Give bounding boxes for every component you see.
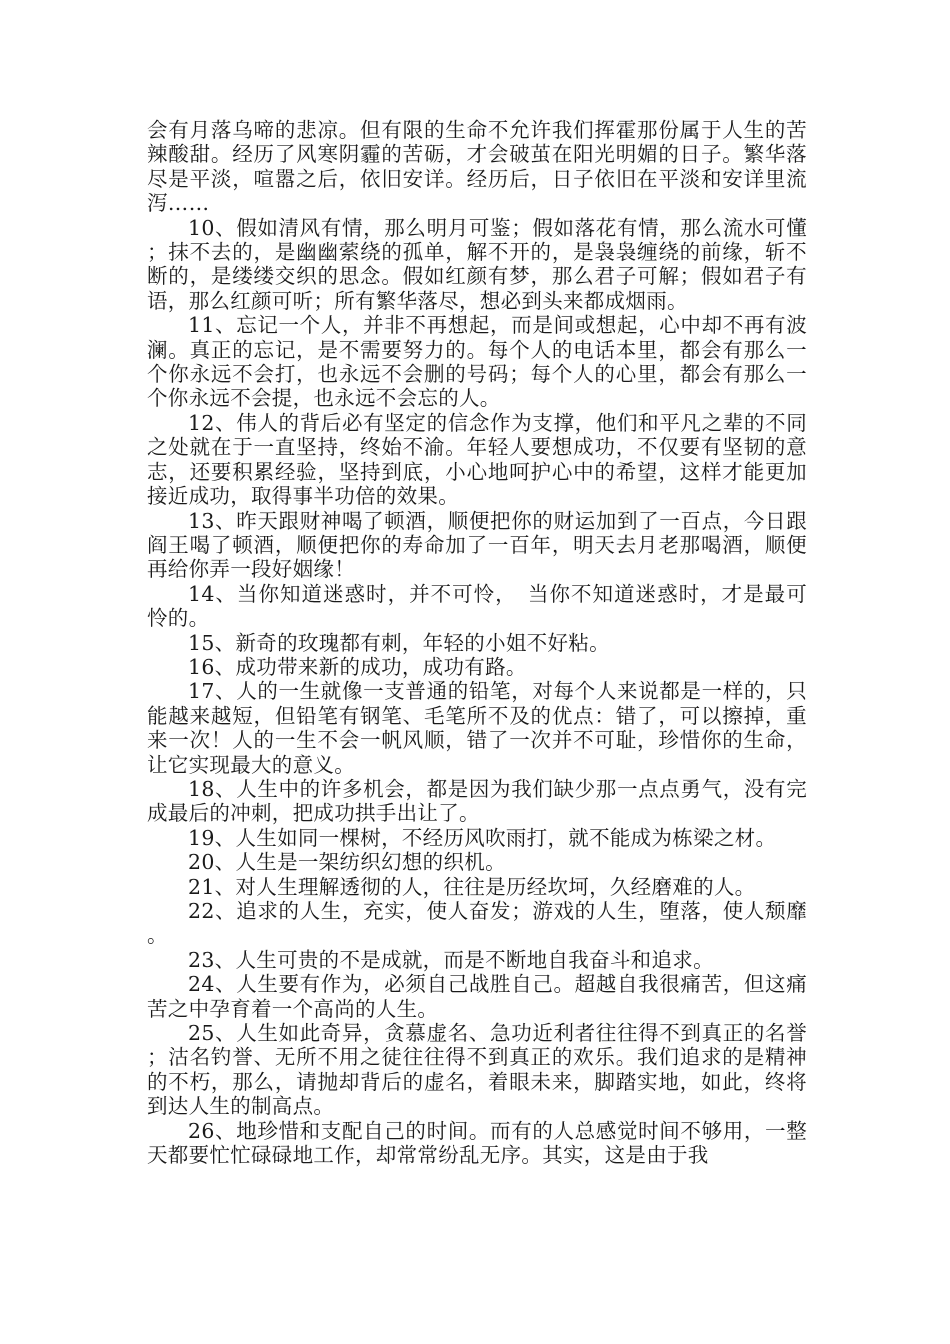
paragraph-25: 25、人生如此奇异，贪慕虚名、急功近利者往往得不到真正的名誉；沽名钓誉、无所不用之徒往往得不到真正的欢乐。我们追求的是精神的不朽，那么，请抛却背后的虚名，着眼未来，脚踏实地，如此，终将到达人生的制高点。 bbox=[147, 1021, 807, 1119]
paragraph-15: 15、新奇的玫瑰都有刺，年轻的小姐不好粘。 bbox=[188, 630, 610, 655]
paragraph-12: 12、伟人的背后必有坚定的信念作为支撑，他们和平凡之辈的不同之处就在于一直坚持，终始不渝。年轻人要想成功，不仅要有坚韧的意志，还要积累经验，坚持到底，小心地呵护心中的希望，这样才能更加接近成功，取得事半功倍的效果。 bbox=[147, 410, 807, 509]
document-body bbox=[147, 118, 807, 1167]
paragraph-21: 21、对人生理解透彻的人，往往是历经坎坷，久经磨难的人。 bbox=[188, 874, 756, 899]
paragraph-11: 11、忘记一个人，并非不再想起，而是间或想起，心中却不再有波澜。真正的忘记，是不需要努力的。每个人的电话本里，都会有那么一个你永远不会打，也永远不会删的号码；每个人的心里，都会有那么一个你永远不会提，也永远不会忘的人。 bbox=[147, 313, 807, 411]
paragraph-18: 18、人生中的许多机会，都是因为我们缺少那一点点勇气，没有完成最后的冲刺，把成功拱手出让了。 bbox=[147, 776, 807, 826]
paragraph-20: 20、人生是一架纺织幻想的织机。 bbox=[188, 850, 506, 875]
paragraph-19: 19、人生如同一棵树，不经历风吹雨打，就不能成为栋梁之材。 bbox=[188, 825, 777, 850]
paragraph-10: 10、假如清风有情，那么明月可鉴；假如落花有情，那么流水可懂；抹不去的，是幽幽萦绕的孤单，解不开的，是袅袅缠绕的前缘，斩不断的，是缕缕交织的思念。假如红颜有梦，那么君子可解；假如君子有语，那么红颜可听；所有繁华落尽，想必到头来都成烟雨。 bbox=[147, 215, 807, 313]
paragraph-14: 14、当你知道迷惑时，并不可怜， 当你不知道迷惑时，才是最可怜的。 bbox=[147, 581, 807, 631]
paragraph-13: 13、昨天跟财神喝了顿酒，顺便把你的财运加到了一百点，今日跟阎王喝了顿酒，顺便把你的寿命加了一百年，明天去月老那喝酒，顺便再给你弄一段好姻缘！ bbox=[147, 508, 807, 582]
paragraph-16: 16、成功带来新的成功，成功有路。 bbox=[188, 654, 527, 679]
paragraph-23: 23、人生可贵的不是成就，而是不断地自我奋斗和追求。 bbox=[188, 947, 714, 972]
paragraph-26: 26、地珍惜和支配自己的时间。而有的人总感觉时间不够用，一整天都要忙忙碌碌地工作，却常常纷乱无序。其实，这是由于我 bbox=[147, 1118, 807, 1168]
paragraph-17: 17、人的一生就像一支普通的铅笔，对每个人来说都是一样的，只能越来越短，但铅笔有钢笔、毛笔所不及的优点：错了，可以擦掉，重来一次！人的一生不会一帆风顺，错了一次并不可耻，珍惜你的生命，让它实现最大的意义。 bbox=[147, 679, 807, 777]
paragraph-24: 24、人生要有作为，必须自己战胜自己。超越自我很痛苦，但这痛苦之中孕育着一个高尚的人生。 bbox=[147, 972, 807, 1021]
paragraph: 会有月落乌啼的悲凉。但有限的生命不允许我们挥霍那份属于人生的苦辣酸甜。经历了风寒阴霾的苦砺，才会破茧在阳光明媚的日子。繁华落尽是平淡，喧嚣之后，依旧安详。经历后，日子依旧在平淡和安详里流泻…… bbox=[147, 118, 807, 216]
paragraph-22: 22、追求的人生，充实，使人奋发；游戏的人生，堕落，使人颓靡。 bbox=[147, 899, 807, 948]
